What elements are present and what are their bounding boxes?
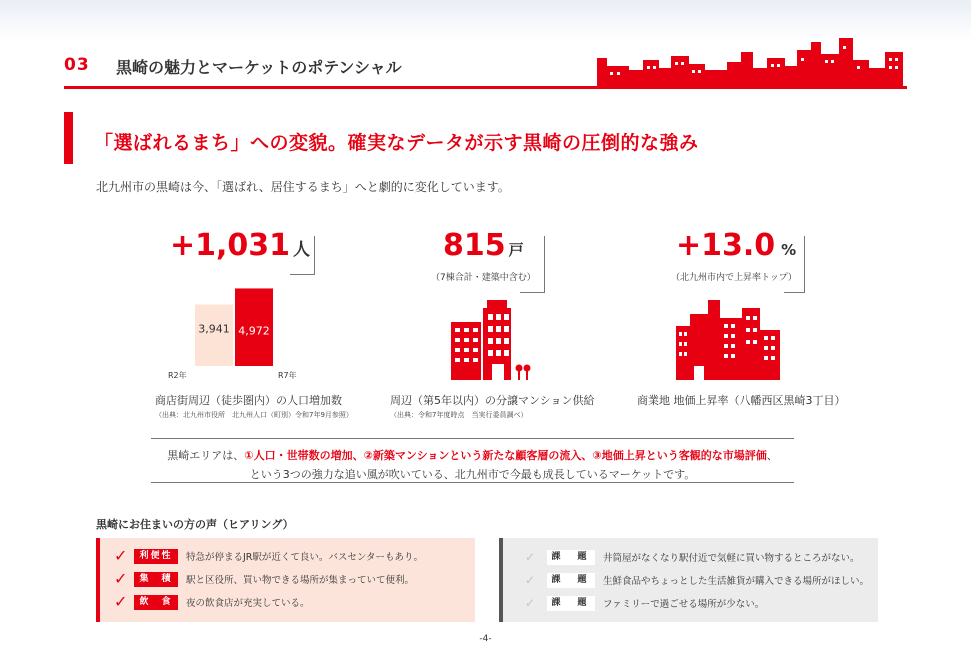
check-icon: ✓: [114, 569, 128, 588]
issue-text: 井筒屋がなくなり駅付近で気軽に買い物するところがない。: [603, 553, 860, 564]
issue-tag: 課 題: [547, 550, 595, 565]
positive-voices-box: [96, 538, 475, 622]
population-unit: 人: [293, 240, 311, 260]
summary-highlight: ①人口・世帯数の増加、②新築マンションという新たな顧客層の流入、③地価上昇という客観的な市場評価: [244, 449, 767, 462]
page-number: -4-: [479, 634, 492, 644]
population-bar-value: 3,941: [198, 322, 230, 336]
headline: 「選ばれるまち」への変貌。確実なデータが示す黒崎の圧倒的な強み: [94, 132, 699, 154]
mansion-unit: 戸: [508, 241, 524, 259]
positive-tag: 飲 食: [134, 595, 178, 610]
land-unit: %: [781, 241, 797, 259]
population-category-label: R7年: [278, 371, 297, 380]
issue-tag: 課 題: [547, 596, 595, 611]
check-icon: ✓: [525, 573, 536, 587]
population-label: 商店街周辺（徒歩圏内）の人口増加数: [155, 394, 342, 407]
mansion-bubble-frame: [520, 236, 545, 293]
issue-voice-item: [525, 549, 860, 565]
mansion-stat: [443, 228, 524, 263]
land-label: 商業地 地価上昇率（八幡西区黒崎3丁目）: [637, 394, 846, 407]
population-bubble-frame: [290, 236, 315, 275]
check-icon: ✓: [114, 592, 128, 611]
mansion-note: （7棟合計・建築中含む）: [431, 273, 536, 283]
land-stat: [676, 228, 796, 263]
positive-text: 駅と区役所、買い物できる場所が集まっていて便利。: [186, 575, 415, 586]
mansion-buildings-icon: [445, 300, 535, 382]
positive-voice-item: [114, 548, 423, 564]
summary-suffix: 、: [766, 449, 778, 462]
positive-text: 特急が停まるJR駅が近くて良い。バスセンターもあり。: [186, 552, 424, 563]
land-bubble-frame: [784, 236, 805, 293]
land-value: +13.0: [676, 228, 776, 263]
headline-accent-bar: [64, 112, 73, 164]
check-icon: ✓: [114, 546, 128, 565]
summary-box: [151, 438, 794, 483]
land-note: （北九州市内で上昇率トップ）: [671, 273, 797, 283]
population-category-label: R2年: [168, 371, 187, 380]
positive-voice-item: [114, 571, 414, 587]
issue-voice-item: [525, 572, 869, 588]
check-icon: ✓: [525, 596, 536, 610]
population-bar-value: 4,972: [238, 324, 270, 338]
issue-voices-box: [499, 538, 878, 622]
issue-voice-item: [525, 595, 764, 611]
positive-tag: 利便性: [134, 549, 178, 564]
population-bar-chart: [160, 288, 310, 388]
summary-line2: という3つの強力な追い風が吹いている、北九州市で今最も成長しているマーケットです。: [249, 468, 696, 481]
positive-text: 夜の飲食店が充実している。: [186, 598, 310, 609]
check-icon: ✓: [525, 550, 536, 564]
header-rule: [64, 86, 907, 89]
mansion-value: 815: [443, 228, 506, 263]
issue-text: 生鮮食品やちょっとした生活雑貨が購入できる場所がほしい。: [603, 576, 870, 587]
population-source: （出典：北九州市役所 北九州人口（町別）令和7年9月参照）: [155, 411, 353, 419]
issue-tag: 課 題: [547, 573, 595, 588]
positive-voice-item: [114, 594, 310, 610]
mansion-source: （出典：令和7年度時点 当実行委員調べ）: [390, 411, 528, 419]
voices-title: 黒崎にお住まいの方の声（ヒアリング）: [96, 518, 294, 531]
mansion-label: 周辺（第5年以内）の分譲マンション供給: [390, 394, 595, 407]
issue-text: ファミリーで過ごせる場所が少ない。: [603, 599, 765, 610]
commercial-buildings-icon: [670, 300, 790, 382]
city-skyline-icon: [595, 38, 907, 86]
section-number: 03: [64, 55, 90, 75]
summary-prefix: 黒崎エリアは、: [167, 449, 245, 462]
top-gradient: [0, 0, 971, 40]
section-title: 黒崎の魅力とマーケットのポテンシャル: [116, 58, 402, 77]
population-value: +1,031: [170, 228, 291, 263]
positive-tag: 集 積: [134, 572, 178, 587]
intro-text: 北九州市の黒崎は今、「選ばれ、居住するまち」へと劇的に変化しています。: [96, 180, 510, 194]
